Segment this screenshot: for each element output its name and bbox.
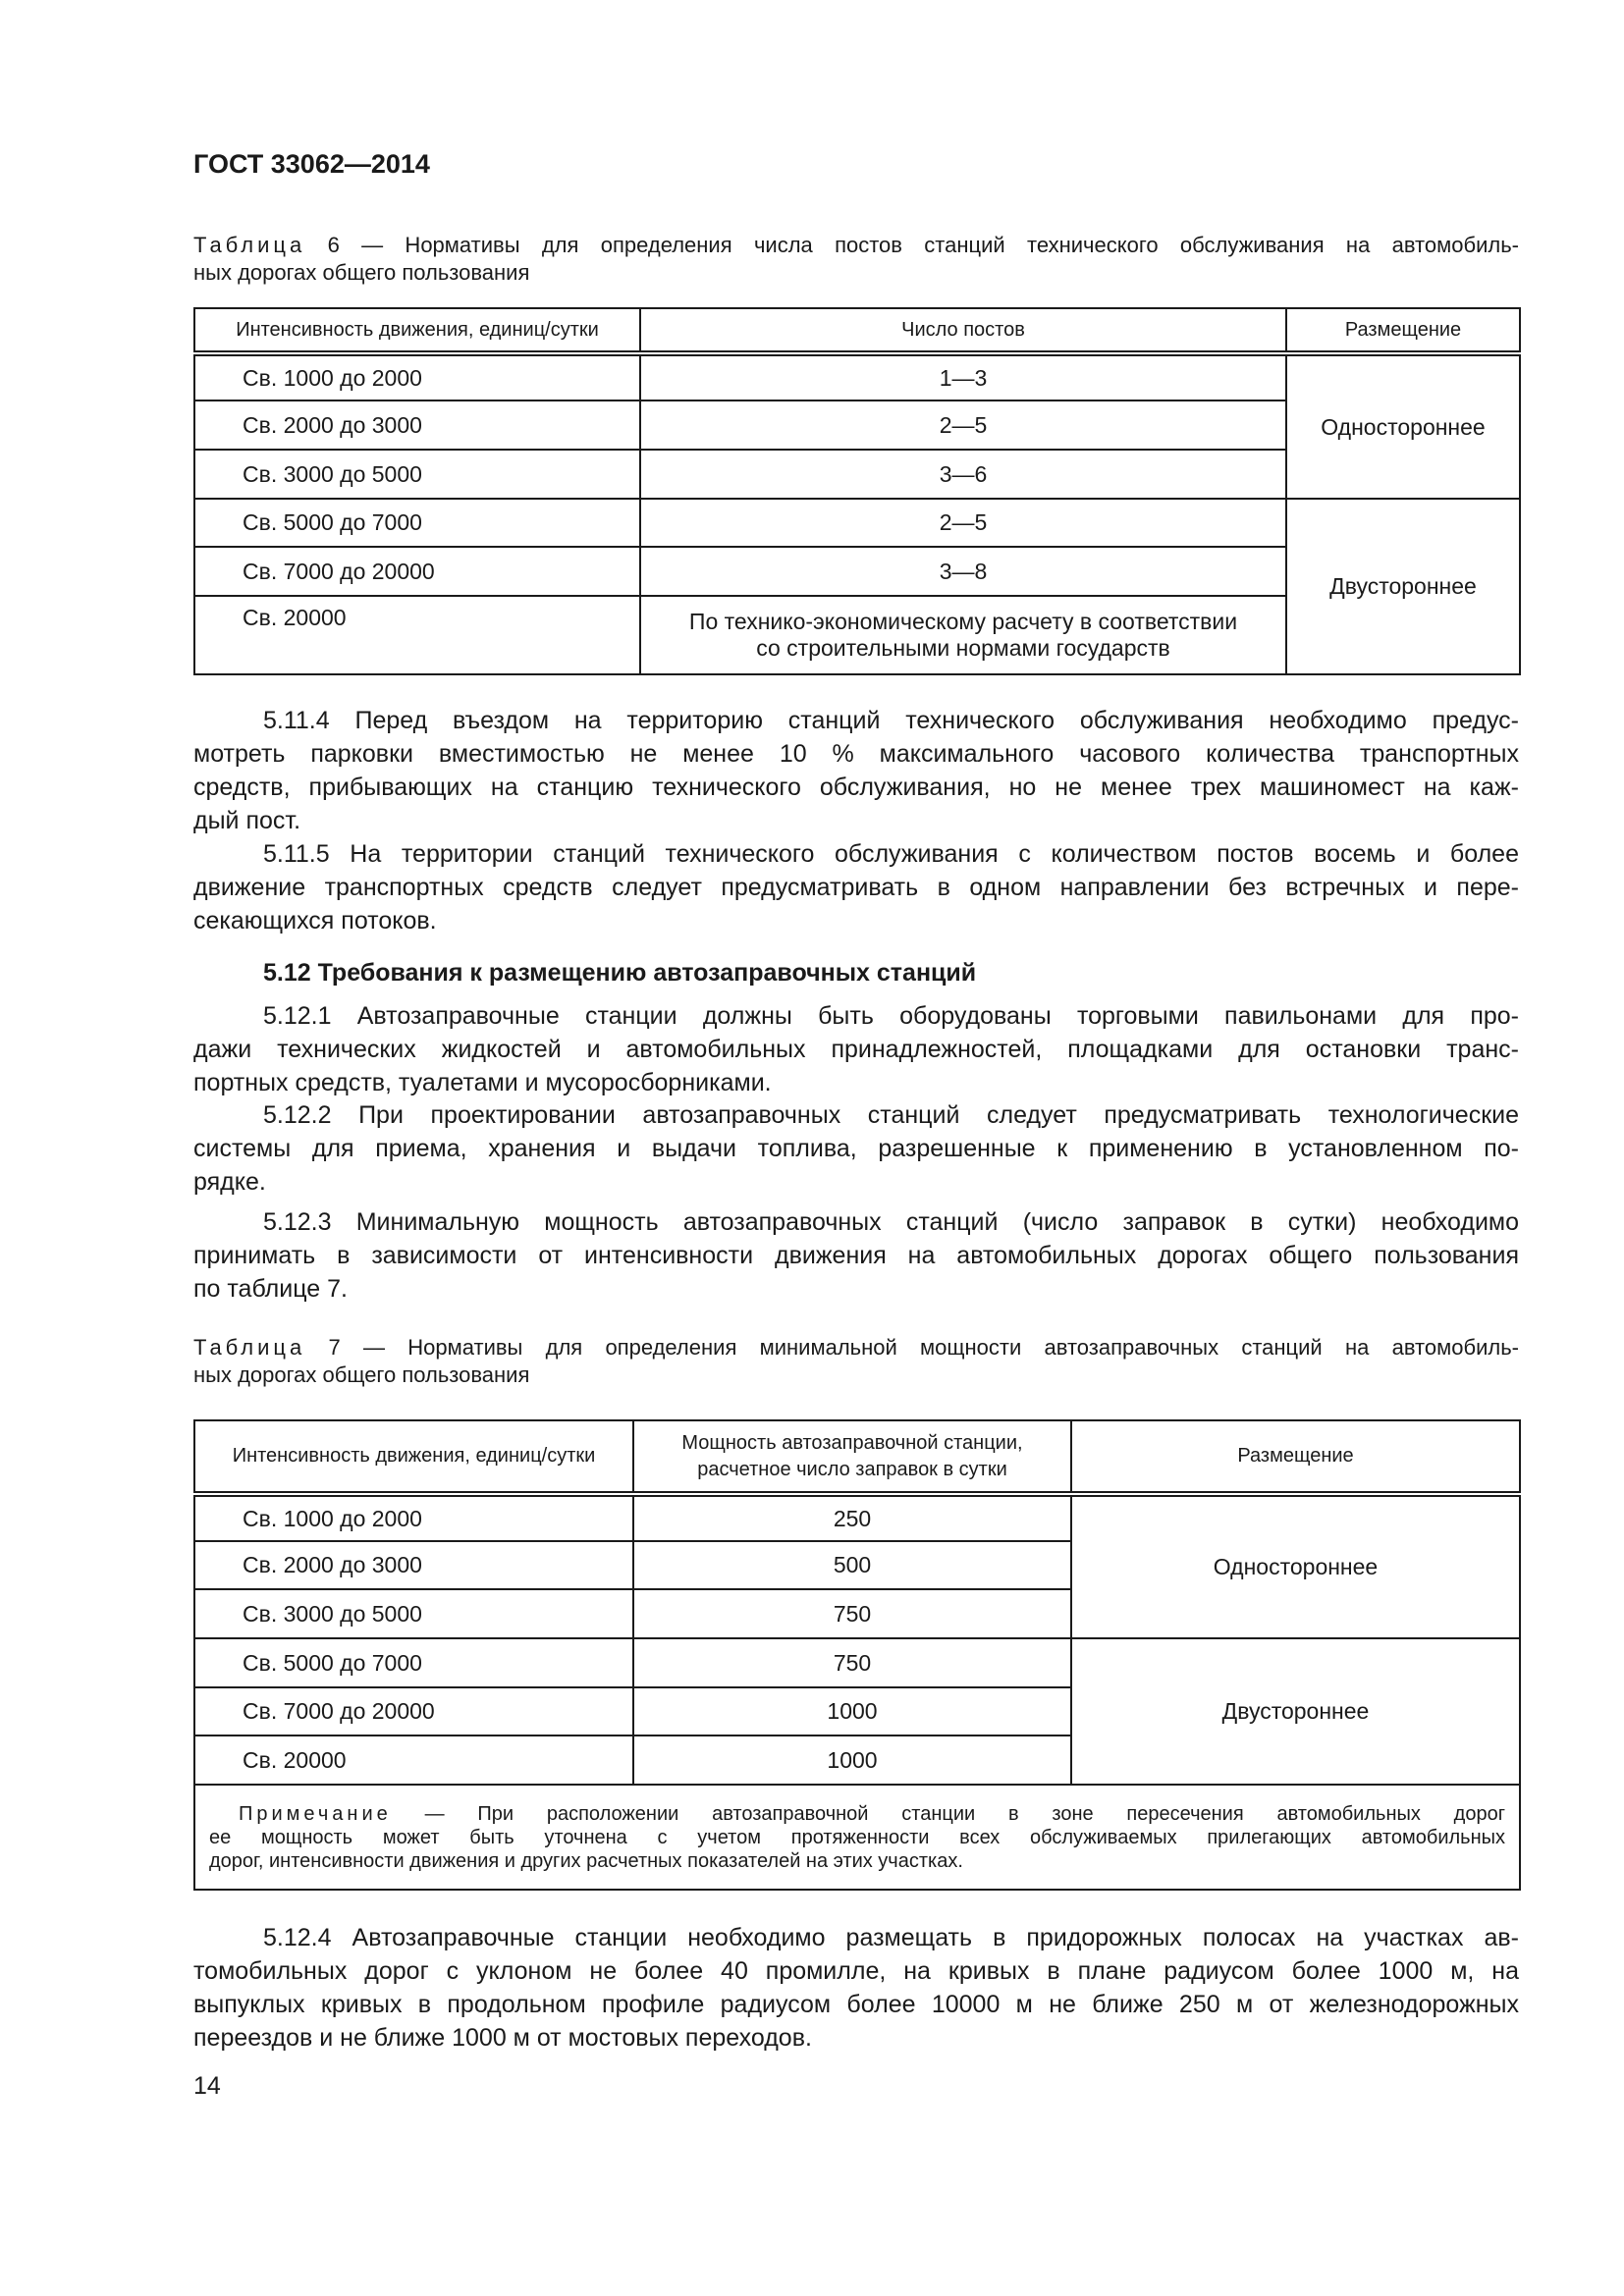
table-7-cell-placement-one-sided: Одностороннее <box>1071 1494 1520 1638</box>
paragraph-line: принимать в зависимости от интенсивности движения на автомобильных дорогах общего пользования <box>193 1242 1519 1269</box>
table-6-cell-posts-line-2: со строительными нормами государств <box>756 635 1170 661</box>
paragraph-line: 5.12.4 Автозаправочные станции необходимо размещать в придорожных полосах на участках ав- <box>263 1924 1519 1951</box>
table-6-cell-posts: 3—6 <box>640 450 1286 499</box>
table-7-header-capacity <box>633 1420 1071 1494</box>
table-6-cell-intensity: Св. 20000 <box>194 596 640 674</box>
table-7-note-label: Примечание <box>239 1802 392 1825</box>
paragraph-line: дый пост. <box>193 807 301 834</box>
table-row <box>194 1494 1520 1541</box>
table-7-caption-line-1 <box>193 1334 1519 1362</box>
table-7-note <box>194 1785 1520 1890</box>
paragraph-line: 5.12.1 Автозаправочные станции должны быть оборудованы торговыми павильонами для про- <box>263 1002 1519 1030</box>
table-6-cell-intensity: Св. 7000 до 20000 <box>194 547 640 596</box>
table-6-caption-label: Таблица <box>193 233 306 257</box>
paragraph-5-12-3 <box>193 1205 1519 1306</box>
paragraph-line: средств, прибывающих на станцию технического обслуживания, но не менее трех машиномест на каж- <box>193 774 1519 801</box>
table-7-cell-capacity: 1000 <box>633 1687 1071 1735</box>
document-code-header: ГОСТ 33062—2014 <box>193 149 430 179</box>
paragraph-line: выпуклых кривых в продольном профиле радиусом более 10000 м не ближе 250 м от железнодорожных <box>193 1991 1519 2018</box>
section-heading-5-12: 5.12 Требования к размещению автозаправочных станций <box>263 959 977 987</box>
table-6-cell-posts-line-1: По технико-экономическому расчету в соответствии <box>688 609 1238 634</box>
table-7-header-intensity: Интенсивность движения, единиц/сутки <box>194 1420 633 1494</box>
table-6-cell-posts: 3—8 <box>640 547 1286 596</box>
paragraph-line: переездов и не ближе 1000 м от мостовых переходов. <box>193 2024 812 2052</box>
table-6-cell-intensity: Св. 2000 до 3000 <box>194 400 640 450</box>
table-6-cell-posts <box>640 596 1286 674</box>
table-7-note-line-1 <box>209 1802 1505 1826</box>
table-7-cell-capacity: 250 <box>633 1494 1071 1541</box>
table-7-cell-capacity: 1000 <box>633 1735 1071 1785</box>
paragraph-line: томобильных дорог с уклоном не более 40 промилле, на кривых в плане радиусом более 1000 м, на <box>193 1957 1519 1985</box>
page-number: 14 <box>193 2072 221 2100</box>
paragraph-5-12-1 <box>193 999 1519 1099</box>
paragraph-line: дажи технических жидкостей и автомобильных принадлежностей, площадками для остановки транс- <box>193 1036 1519 1063</box>
table-6-header-posts: Число постов <box>640 308 1286 353</box>
table-7-cell-intensity: Св. 20000 <box>194 1735 633 1785</box>
table-7-header-row <box>194 1420 1520 1494</box>
table-row <box>194 1638 1520 1687</box>
table-7 <box>193 1419 1521 1891</box>
paragraph-line: 5.11.5 На территории станций технического обслуживания с количеством постов восемь и более <box>263 840 1519 868</box>
table-6-cell-posts: 1—3 <box>640 353 1286 400</box>
table-6-caption-line-1 <box>193 232 1519 259</box>
table-7-cell-capacity: 500 <box>633 1541 1071 1589</box>
table-7-header-placement: Размещение <box>1071 1420 1520 1494</box>
table-7-header-capacity-line-1: Мощность автозаправочной станции, <box>681 1431 1023 1454</box>
table-7-header-capacity-line-2: расчетное число заправок в сутки <box>697 1458 1007 1480</box>
table-7-caption-label: Таблица <box>193 1335 306 1360</box>
table-7-cell-placement-two-sided: Двустороннее <box>1071 1638 1520 1785</box>
table-row <box>194 353 1520 400</box>
table-7-note-text: — При расположении автозаправочной станции в зоне пересечения автомобильных дорог <box>424 1802 1506 1825</box>
table-7-caption-text: 7 — Нормативы для определения минимальной мощности автозаправочных станций на автомобиль- <box>328 1335 1519 1360</box>
paragraph-line: системы для приема, хранения и выдачи топлива, разрешенные к применению в установленном по- <box>193 1135 1519 1162</box>
table-6-header-intensity: Интенсивность движения, единиц/сутки <box>194 308 640 353</box>
paragraph-line: 5.12.2 При проектировании автозаправочных станций следует предусматривать технологические <box>263 1101 1519 1129</box>
table-6-cell-intensity: Св. 1000 до 2000 <box>194 353 640 400</box>
table-6 <box>193 307 1521 675</box>
paragraph-line: движение транспортных средств следует предусматривать в одном направлении без встречных и пере- <box>193 874 1519 901</box>
paragraph-line: мотреть парковки вместимостью не менее 10 % максимального часового количества транспортных <box>193 740 1519 768</box>
table-6-cell-intensity: Св. 3000 до 5000 <box>194 450 640 499</box>
table-7-note-line-3: дорог, интенсивности движения и других расчетных показателей на этих участках. <box>209 1849 963 1872</box>
table-7-cell-capacity: 750 <box>633 1638 1071 1687</box>
paragraph-5-11-4 <box>193 704 1519 837</box>
table-7-caption <box>193 1334 1519 1389</box>
table-6-cell-placement-two-sided: Двустороннее <box>1286 499 1520 674</box>
paragraph-5-12-4 <box>193 1921 1519 2055</box>
table-6-cell-intensity: Св. 5000 до 7000 <box>194 499 640 547</box>
paragraph-line: 5.11.4 Перед въездом на территорию станций технического обслуживания необходимо предус- <box>263 707 1519 734</box>
table-6-caption <box>193 232 1519 287</box>
table-7-cell-capacity: 750 <box>633 1589 1071 1638</box>
table-6-cell-placement-one-sided: Одностороннее <box>1286 353 1520 499</box>
paragraph-5-12-2 <box>193 1098 1519 1199</box>
paragraph-line: портных средств, туалетами и мусоросборниками. <box>193 1069 772 1096</box>
paragraph-line: рядке. <box>193 1168 266 1196</box>
table-6-caption-text: 6 — Нормативы для определения числа постов станций технического обслуживания на автомобиль- <box>327 233 1519 257</box>
paragraph-line: 5.12.3 Минимальную мощность автозаправочных станций (число заправок в сутки) необходимо <box>263 1208 1519 1236</box>
table-6-cell-posts: 2—5 <box>640 499 1286 547</box>
paragraph-line: по таблице 7. <box>193 1275 348 1303</box>
table-6-header-row <box>194 308 1520 353</box>
table-7-cell-intensity: Св. 3000 до 5000 <box>194 1589 633 1638</box>
table-6-caption-line-2: ных дорогах общего пользования <box>193 260 530 285</box>
paragraph-line: секающихся потоков. <box>193 907 437 934</box>
table-6-header-placement: Размещение <box>1286 308 1520 353</box>
table-7-cell-intensity: Св. 1000 до 2000 <box>194 1494 633 1541</box>
table-7-cell-intensity: Св. 5000 до 7000 <box>194 1638 633 1687</box>
table-7-cell-intensity: Св. 7000 до 20000 <box>194 1687 633 1735</box>
table-7-caption-line-2: ных дорогах общего пользования <box>193 1362 530 1387</box>
table-7-note-line-2: ее мощность может быть уточнена с учетом протяженности всех обслуживаемых прилегающих автомобильных <box>209 1826 1505 1848</box>
table-6-cell-posts: 2—5 <box>640 400 1286 450</box>
paragraph-5-11-5 <box>193 837 1519 937</box>
table-row <box>194 499 1520 547</box>
table-7-note-row <box>194 1785 1520 1890</box>
table-7-cell-intensity: Св. 2000 до 3000 <box>194 1541 633 1589</box>
